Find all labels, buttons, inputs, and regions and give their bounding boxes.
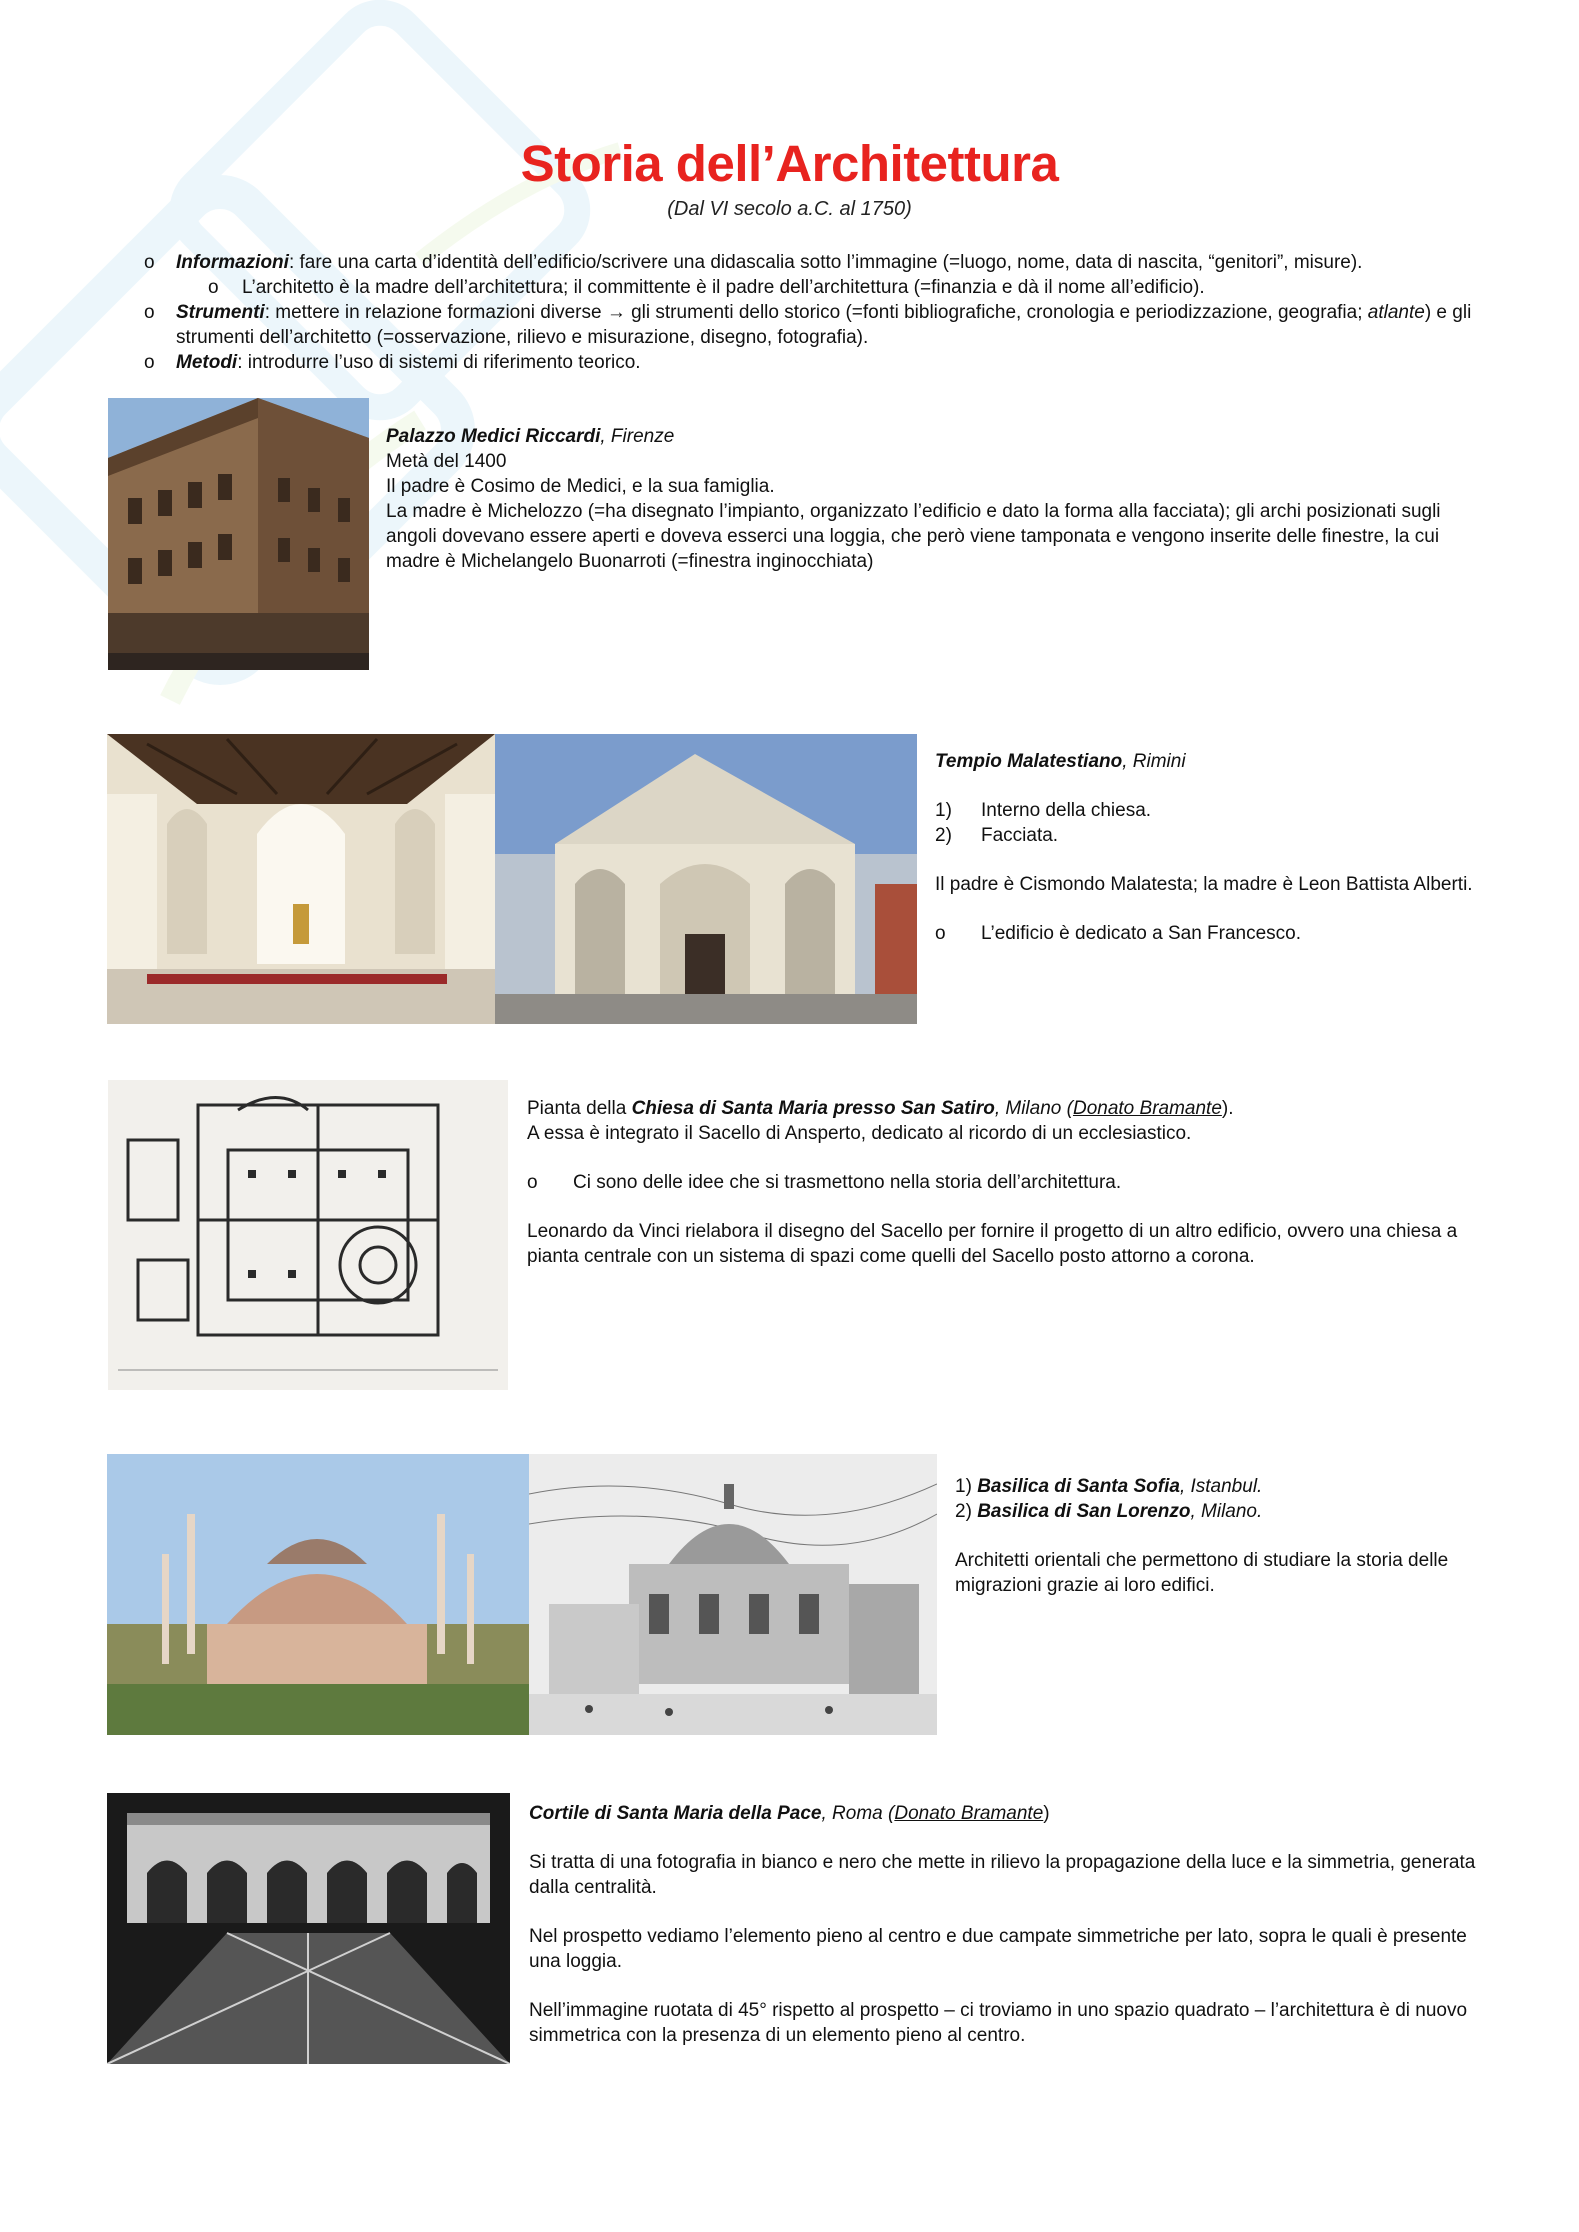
bullet-marker: o bbox=[144, 352, 155, 373]
pace-name: Cortile di Santa Maria della Pace bbox=[529, 1803, 822, 1824]
caption-cortile-pace bbox=[529, 1801, 1489, 2048]
tempio-item-num: 1) bbox=[935, 800, 952, 821]
palazzo-mother: La madre è Michelozzo (=ha disegnato l’impianto, organizzato l’edificio e dato la forma alla facciata); gli archi posizionati sugli angoli dovevano essere aperti e doveva esserci una loggia, che però viene tamponata e vengono inserite delle finestre, la cui madre è Michelangelo Buonarroti (=finestra inginocchiata) bbox=[386, 501, 1441, 572]
basilica-2-city: , Milano. bbox=[1190, 1501, 1263, 1522]
basilica-2-name: Basilica di San Lorenzo bbox=[977, 1501, 1191, 1522]
caption-tempio bbox=[935, 749, 1475, 946]
photo-cortile-pace bbox=[107, 1793, 510, 2064]
strumenti-text-2: ) e gli strumenti dell’architetto (=osservazione, rilievo e misurazione, disegno, fotografia). bbox=[176, 302, 1472, 348]
tempio-parents: Il padre è Cismondo Malatesta; la madre è Leon Battista Alberti. bbox=[935, 874, 1473, 895]
pace-p1: Si tratta di una fotografia in bianco e nero che mette in rilievo la propagazione della luce e la simmetria, generata dalla centralità. bbox=[529, 1852, 1476, 1898]
term-metodi: Metodi bbox=[176, 352, 238, 373]
satiro-bullet bbox=[527, 1170, 1487, 1195]
bullet-marker: o bbox=[144, 252, 155, 273]
tempio-name: Tempio Malatestiano bbox=[935, 751, 1123, 772]
bullet-marker: o bbox=[527, 1172, 538, 1193]
satiro-line2: A essa è integrato il Sacello di Ansperto, dedicato al ricordo di un ecclesiastico. bbox=[527, 1123, 1192, 1144]
basilica-1-name: Basilica di Santa Sofia bbox=[977, 1476, 1180, 1497]
bullet-marker: o bbox=[208, 277, 219, 298]
drawing-san-lorenzo bbox=[529, 1454, 937, 1735]
tempio-city: , Rimini bbox=[1122, 751, 1186, 772]
caption-san-satiro bbox=[527, 1096, 1487, 1269]
satiro-architect: Donato Bramante bbox=[1072, 1098, 1222, 1119]
tempio-list-item bbox=[935, 798, 1475, 823]
satiro-name: Chiesa di Santa Maria presso San Satiro bbox=[631, 1098, 995, 1119]
caption-basiliche bbox=[955, 1474, 1485, 1598]
pace-architect: Donato Bramante bbox=[894, 1803, 1044, 1824]
strumenti-text-1: : mettere in relazione formazioni diverse → gli strumenti dello storico (=fonti bibliografiche, cronologia e periodizzazione, geografia; bbox=[264, 302, 1363, 323]
satiro-suffix: ). bbox=[1221, 1098, 1234, 1119]
pace-p3: Nell’immagine ruotata di 45° rispetto al prospetto – ci troviamo in uno spazio quadrato – l’architettura è di nuovo simmetrica con la presenza di un elemento pieno al centro. bbox=[529, 2000, 1468, 2046]
page-subtitle: (Dal VI secolo a.C. al 1750) bbox=[667, 198, 912, 220]
palazzo-date: Metà del 1400 bbox=[386, 451, 507, 472]
palazzo-name: Palazzo Medici Riccardi bbox=[386, 426, 601, 447]
satiro-bullet-text: Ci sono delle idee che si trasmettono nella storia dell’architettura. bbox=[573, 1172, 1122, 1193]
term-strumenti: Strumenti bbox=[176, 302, 265, 323]
page-title: Storia dell’Architettura bbox=[520, 135, 1059, 192]
pace-p2: Nel prospetto vediamo l’elemento pieno al centro e due campate simmetriche per lato, sopra le quali è presente una loggia. bbox=[529, 1926, 1467, 1972]
photo-tempio-interno bbox=[107, 734, 495, 1024]
caption-palazzo-medici bbox=[386, 424, 1486, 574]
palazzo-city: , Firenze bbox=[600, 426, 675, 447]
bullet-marker: o bbox=[144, 302, 155, 323]
basiliche-text: Architetti orientali che permettono di studiare la storia delle migrazioni grazie ai loro edifici. bbox=[955, 1550, 1449, 1596]
photo-palazzo-medici bbox=[108, 398, 369, 670]
tempio-note: L’edificio è dedicato a San Francesco. bbox=[981, 923, 1302, 944]
palazzo-father: Il padre è Cosimo de Medici, e la sua famiglia. bbox=[386, 476, 775, 497]
informazioni-text: : fare una carta d’identità dell’edificio/scrivere una didascalia sotto l’immagine (=luogo, nome, data di nascita, “genitori”, misure). bbox=[288, 252, 1363, 273]
bullet-marker: o bbox=[935, 923, 946, 944]
tempio-item-text: Facciata. bbox=[981, 825, 1059, 846]
photo-tempio-facciata bbox=[495, 734, 917, 1024]
photo-santa-sofia bbox=[107, 1454, 529, 1735]
tempio-item-num: 2) bbox=[935, 825, 952, 846]
metodi-text: : introdurre l’uso di sistemi di riferimento teorico. bbox=[237, 352, 641, 373]
basilica-1-city: , Istanbul. bbox=[1179, 1476, 1263, 1497]
drawing-san-satiro-plan bbox=[108, 1080, 508, 1390]
tempio-list-item bbox=[935, 823, 1475, 848]
tempio-item-text: Interno della chiesa. bbox=[981, 800, 1152, 821]
sub-bullet-text: L’architetto è la madre dell’architettura; il committente è il padre dell’architettura (=finanzia e dà il nome all’edificio). bbox=[242, 277, 1205, 298]
basilica-1-num: 1) bbox=[955, 1476, 978, 1497]
pace-city: , Roma ( bbox=[821, 1803, 895, 1824]
satiro-prefix: Pianta della bbox=[527, 1098, 632, 1119]
tempio-bullet bbox=[935, 921, 1475, 946]
basilica-2-num: 2) bbox=[955, 1501, 978, 1522]
strumenti-atlante: atlante bbox=[1367, 302, 1425, 323]
satiro-city: , Milano ( bbox=[994, 1098, 1073, 1119]
pace-suffix: ) bbox=[1043, 1803, 1050, 1824]
satiro-leonardo: Leonardo da Vinci rielabora il disegno del Sacello per fornire il progetto di un altro edificio, ovvero una chiesa a pianta centrale con un sistema di spazi come quelli del Sacello posto attorno a corona. bbox=[527, 1221, 1458, 1267]
term-informazioni: Informazioni bbox=[176, 252, 289, 273]
